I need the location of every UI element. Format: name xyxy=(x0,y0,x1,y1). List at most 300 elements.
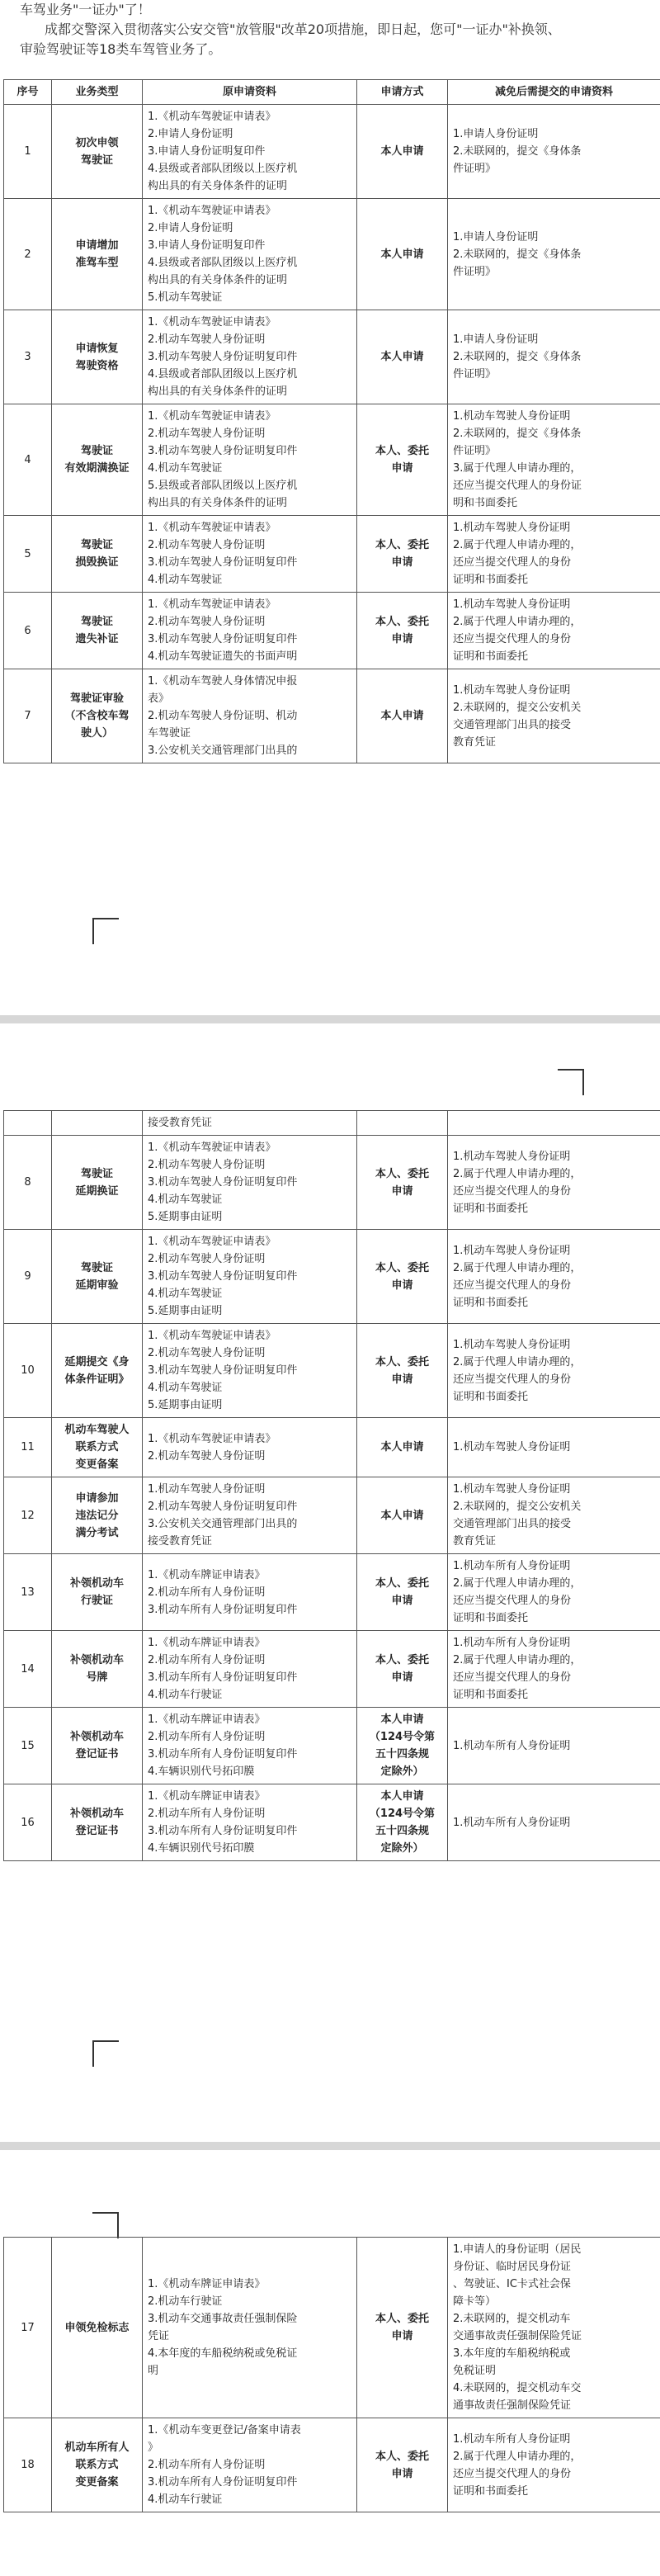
cell-line: 4.未联网的，提交机动车交 xyxy=(453,2382,582,2394)
cell-line: 2.未联网的，提交机动车 xyxy=(453,2313,571,2325)
table-row xyxy=(4,199,660,310)
cell-line: 证明和书面委托 xyxy=(453,1612,529,1624)
page-corner-mark xyxy=(558,1069,584,1095)
cell-line: 5.延期事由证明 xyxy=(148,1399,223,1411)
cell-no xyxy=(4,1111,52,1136)
cell-line: 1.《机动车驾驶证申请表》 xyxy=(148,111,276,123)
cell-line: 表》 xyxy=(148,692,170,705)
cell-line: 申请 xyxy=(391,2330,413,2342)
cell-line: 交通管理部门出具的接受 xyxy=(453,718,572,731)
cell-line: 2.未联网的，提交公安机关 xyxy=(453,1501,582,1513)
cell-method xyxy=(357,2418,448,2512)
cell-line: 1.机动车驾驶人身份证明 xyxy=(453,1150,571,1163)
cell-line: 教育凭证 xyxy=(453,1535,497,1548)
cell-line: 证明和书面委托 xyxy=(453,1689,529,1701)
cell-original xyxy=(143,2238,357,2418)
cell-line: 接受教育凭证 xyxy=(148,1117,213,1129)
cell-original xyxy=(143,199,357,310)
table-header-row xyxy=(4,80,660,105)
cell-line: 1.机动车驾驶人身份证明 xyxy=(453,1441,571,1453)
cell-line: 申请 xyxy=(391,556,413,569)
cell-line: 2.机动车驾驶人身份证明 xyxy=(148,1449,266,1463)
cell-no: 9 xyxy=(4,1230,52,1324)
cell-line: 2.未联网的，提交《身体条 xyxy=(453,351,582,363)
cell-type xyxy=(52,1418,143,1477)
cell-type xyxy=(52,2238,143,2418)
cell-original xyxy=(143,1324,357,1418)
cell-type xyxy=(52,1111,143,1136)
cell-line: 本人申请 xyxy=(380,145,424,158)
cell-line: 申请 xyxy=(391,1184,413,1198)
cell-reduced xyxy=(448,199,660,310)
cell-no: 11 xyxy=(4,1418,52,1477)
cell-line: 登记证书 xyxy=(75,1748,119,1761)
cell-line: 满分考试 xyxy=(75,1526,119,1539)
table-row xyxy=(4,669,660,763)
cell-line: 本人、委托 xyxy=(375,2450,429,2463)
cell-type xyxy=(52,105,143,199)
cell-line: 机动车驾驶人 xyxy=(64,1424,130,1436)
business-table-page-1 xyxy=(3,79,660,763)
cell-method xyxy=(357,1111,448,1136)
cell-line: 申请 xyxy=(391,1279,413,1292)
cell-reduced xyxy=(448,1631,660,1708)
cell-original xyxy=(143,105,357,199)
cell-line: 2.申请人身份证明 xyxy=(148,128,233,140)
cell-line: 申请参加 xyxy=(75,1491,119,1505)
cell-method xyxy=(357,669,448,763)
cell-line: 1.机动车驾驶人身份证明 xyxy=(148,1483,266,1496)
header-type: 业务类型 xyxy=(52,80,143,105)
cell-line: 4.机动车驾驶证 xyxy=(148,1382,223,1394)
cell-reduced xyxy=(448,2238,660,2418)
cell-line: 明和书面委托 xyxy=(453,497,518,509)
cell-method xyxy=(357,1784,448,1861)
cell-line: 5.延期事由证明 xyxy=(148,1211,223,1223)
cell-line: 本人、委托 xyxy=(375,1577,429,1590)
cell-type xyxy=(52,310,143,404)
cell-line: 2.机动车驾驶人身份证明 xyxy=(148,1253,266,1265)
cell-line: 申请增加 xyxy=(75,239,119,252)
cell-type xyxy=(52,1477,143,1554)
cell-line: 1.机动车驾驶人身份证明 xyxy=(453,1483,571,1496)
cell-line: 本人申请 xyxy=(380,1790,424,1803)
cell-line: 1.《机动车牌证申请表》 xyxy=(148,2278,266,2290)
cell-reduced xyxy=(448,1554,660,1631)
cell-line: 2.机动车所有人身份证明 xyxy=(148,1808,266,1820)
cell-original xyxy=(143,404,357,516)
page-separator xyxy=(0,2142,660,2150)
cell-line: 1.《机动车牌证申请表》 xyxy=(148,1790,266,1803)
page-corner-mark xyxy=(92,918,119,944)
cell-line: 4.机动车驾驶证 xyxy=(148,1288,223,1300)
cell-line: 2.机动车驾驶人身份证明 xyxy=(148,1347,266,1359)
cell-no: 1 xyxy=(4,105,52,199)
cell-line: 申请 xyxy=(391,2467,413,2480)
cell-line: 2.机动车所有人身份证明 xyxy=(148,1586,266,1599)
cell-line: 变更备案 xyxy=(75,1458,119,1471)
cell-line: 遗失补证 xyxy=(75,633,119,645)
business-table-page-2 xyxy=(3,1110,660,1861)
cell-line: 驾驶资格 xyxy=(75,359,119,372)
cell-line: 通事故责任强制保险凭证 xyxy=(453,2399,572,2412)
cell-line: 交通事故责任强制保险凭证 xyxy=(453,2330,582,2342)
cell-line: 凭证 xyxy=(148,2330,170,2342)
cell-no: 6 xyxy=(4,593,52,669)
cell-original xyxy=(143,1111,357,1136)
table-row xyxy=(4,516,660,593)
cell-line: 申请恢复 xyxy=(75,342,119,355)
cell-type xyxy=(52,199,143,310)
cell-line: 3.机动车所有人身份证明复印件 xyxy=(148,2476,298,2489)
cell-no: 3 xyxy=(4,310,52,404)
intro-text xyxy=(0,0,660,66)
cell-reduced xyxy=(448,404,660,516)
cell-reduced xyxy=(448,593,660,669)
table-row xyxy=(4,1708,660,1784)
cell-line: 1.机动车所有人身份证明 xyxy=(453,1560,571,1572)
cell-line: 身份证、临时居民身份证 xyxy=(453,2261,572,2273)
cell-line: 证明和书面委托 xyxy=(453,574,529,586)
cell-reduced xyxy=(448,1324,660,1418)
cell-line: 还应当提交代理人的身份 xyxy=(453,556,572,569)
cell-type xyxy=(52,1784,143,1861)
cell-method xyxy=(357,404,448,516)
cell-line: 本人、委托 xyxy=(375,2313,429,2325)
cell-line: 3.机动车驾驶人身份证明复印件 xyxy=(148,1364,298,1377)
table-row xyxy=(4,1418,660,1477)
cell-type xyxy=(52,1230,143,1324)
cell-line: 2.机动车驾驶人身份证明、机动 xyxy=(148,710,298,722)
cell-line: 本人、委托 xyxy=(375,616,429,628)
cell-line: 登记证书 xyxy=(75,1825,119,1837)
table-row xyxy=(4,1136,660,1230)
cell-line: 件证明》 xyxy=(453,163,497,175)
cell-line: 3.机动车驾驶人身份证明复印件 xyxy=(148,351,298,363)
cell-method xyxy=(357,516,448,593)
header-original: 原申请资料 xyxy=(143,80,357,105)
cell-line: （124号令第 xyxy=(369,1731,436,1743)
cell-line: 2.属于代理人申请办理的， xyxy=(453,1261,582,1274)
cell-line: 2.未联网的，提交《身体条 xyxy=(453,145,582,158)
cell-reduced xyxy=(448,105,660,199)
cell-line: 还应当提交代理人的身份 xyxy=(453,2467,572,2480)
cell-original xyxy=(143,1136,357,1230)
cell-line: 4.机动车行驶证 xyxy=(148,2493,223,2506)
cell-line: 3.机动车驾驶人身份证明复印件 xyxy=(148,1176,298,1189)
cell-method xyxy=(357,1477,448,1554)
cell-line: 4.车辆识别代号拓印膜 xyxy=(148,1842,255,1855)
cell-line: 、驾驶证、IC卡式社会保 xyxy=(453,2278,571,2290)
cell-line: 2.机动车驾驶人身份证明 xyxy=(148,428,266,440)
cell-type xyxy=(52,1708,143,1784)
intro-line-1: 车驾业务"一证办"了！ xyxy=(20,2,151,17)
cell-line: 1.机动车驾驶人身份证明 xyxy=(453,598,571,611)
cell-line: 2.机动车驾驶人身份证明 xyxy=(148,616,266,628)
cell-line: 准驾车型 xyxy=(75,257,119,269)
cell-method xyxy=(357,1418,448,1477)
cell-no: 15 xyxy=(4,1708,52,1784)
cell-line: 2.未联网的，提交公安机关 xyxy=(453,701,582,714)
cell-line: 还应当提交代理人的身份 xyxy=(453,1184,572,1198)
cell-line: 本人、委托 xyxy=(375,539,429,551)
cell-line: 2.机动车驾驶人身份证明 xyxy=(148,539,266,551)
cell-line: 违法记分 xyxy=(75,1509,119,1522)
cell-line: 补领机动车 xyxy=(69,1654,124,1666)
cell-line: 4.机动车驾驶证遗失的书面声明 xyxy=(148,650,298,663)
table-row xyxy=(4,1554,660,1631)
cell-line: 5.县级或者部队团级以上医疗机 xyxy=(148,480,298,492)
cell-line: 申请 xyxy=(391,633,413,645)
cell-line: 5.延期事由证明 xyxy=(148,1305,223,1317)
cell-method xyxy=(357,1631,448,1708)
cell-line: 2.未联网的，提交《身体条 xyxy=(453,248,582,261)
cell-line: 3.机动车驾驶人身份证明复印件 xyxy=(148,556,298,569)
cell-reduced xyxy=(448,2418,660,2512)
cell-line: 构出具的有关身体条件的证明 xyxy=(148,385,288,398)
cell-type xyxy=(52,1324,143,1418)
cell-line: 驾驶证 xyxy=(80,445,113,457)
cell-original xyxy=(143,1418,357,1477)
cell-line: 机动车所有人 xyxy=(64,2441,130,2454)
cell-line: 1.《机动车驾驶证申请表》 xyxy=(148,1236,276,1248)
cell-method xyxy=(357,199,448,310)
page-corner-mark xyxy=(92,2212,119,2238)
cell-original xyxy=(143,310,357,404)
cell-type xyxy=(52,1136,143,1230)
cell-line: 2.属于代理人申请办理的， xyxy=(453,2450,582,2463)
cell-line: 4.机动车行驶证 xyxy=(148,1689,223,1701)
cell-line: 证明和书面委托 xyxy=(453,1296,529,1309)
cell-line: 本人、委托 xyxy=(375,445,429,457)
cell-reduced xyxy=(448,1418,660,1477)
cell-line: 1.申请人身份证明 xyxy=(453,230,539,243)
cell-line: （124号令第 xyxy=(369,1808,436,1820)
cell-line: 1.机动车所有人身份证明 xyxy=(453,1637,571,1649)
cell-original xyxy=(143,1554,357,1631)
cell-line: 联系方式 xyxy=(75,1441,119,1453)
cell-type xyxy=(52,404,143,516)
header-reduced: 减免后需提交的申请资料 xyxy=(448,80,660,105)
cell-type xyxy=(52,516,143,593)
cell-original xyxy=(143,1784,357,1861)
cell-no: 14 xyxy=(4,1631,52,1708)
cell-line: 体条件证明》 xyxy=(64,1373,130,1386)
cell-line: 五十四条规 xyxy=(375,1825,429,1837)
cell-line: 1.机动车所有人身份证明 xyxy=(453,1816,571,1829)
header-method: 申请方式 xyxy=(357,80,448,105)
cell-line: 2.机动车所有人身份证明 xyxy=(148,2459,266,2471)
cell-line: 还应当提交代理人的身份 xyxy=(453,633,572,645)
cell-line: 》 xyxy=(148,2441,159,2454)
cell-no: 7 xyxy=(4,669,52,763)
cell-original xyxy=(143,516,357,593)
cell-line: 还应当提交代理人的身份 xyxy=(453,1373,572,1386)
cell-original xyxy=(143,669,357,763)
cell-line: 行驶证 xyxy=(80,1595,113,1607)
cell-line: 免税证明 xyxy=(453,2365,497,2377)
cell-line: 3.机动车驾驶人身份证明复印件 xyxy=(148,1270,298,1283)
cell-line: 件证明》 xyxy=(453,445,497,457)
cell-reduced xyxy=(448,310,660,404)
cell-line: 2.机动车行驶证 xyxy=(148,2295,223,2308)
cell-line: 2.申请人身份证明 xyxy=(148,222,233,234)
cell-original xyxy=(143,1708,357,1784)
cell-line: 1.申请人身份证明 xyxy=(453,128,539,140)
cell-line: 1.《机动车牌证申请表》 xyxy=(148,1637,266,1649)
cell-line: 5.机动车驾驶证 xyxy=(148,291,223,304)
intro-line-3: 审验驾驶证等18类车驾管业务了。 xyxy=(20,41,222,57)
cell-line: 联系方式 xyxy=(75,2459,119,2471)
cell-line: 本人申请 xyxy=(380,248,424,261)
cell-line: 构出具的有关身体条件的证明 xyxy=(148,497,288,509)
cell-line: 3.机动车所有人身份证明复印件 xyxy=(148,1825,298,1837)
cell-line: 1.机动车驾驶人身份证明 xyxy=(453,1338,571,1351)
cell-line: 1.《机动车牌证申请表》 xyxy=(148,1568,266,1581)
cell-line: 2.机动车所有人身份证明 xyxy=(148,1654,266,1666)
cell-line: 变更备案 xyxy=(75,2476,119,2489)
cell-original xyxy=(143,593,357,669)
cell-line: 3.机动车交通事故责任强制保险 xyxy=(148,2313,298,2325)
cell-line: 1.申请人的身份证明（居民 xyxy=(453,2243,582,2256)
cell-line: 1.机动车驾驶人身份证明 xyxy=(453,1244,571,1257)
cell-line: 1.《机动车驾驶证申请表》 xyxy=(148,410,276,423)
table-row xyxy=(4,1230,660,1324)
cell-original xyxy=(143,2418,357,2512)
cell-line: 2.未联网的，提交《身体条 xyxy=(453,428,582,440)
cell-line: 3.本年度的车船税纳税或 xyxy=(453,2347,571,2360)
cell-line: 1.《机动车变更登记/备案申请表 xyxy=(148,2424,301,2437)
cell-line: 3.机动车所有人身份证明复印件 xyxy=(148,1748,298,1761)
cell-no: 8 xyxy=(4,1136,52,1230)
cell-line: 1.《机动车驾驶证申请表》 xyxy=(148,1432,276,1445)
cell-line: 驾驶证 xyxy=(80,539,113,551)
cell-line: 1.机动车驾驶人身份证明 xyxy=(453,683,571,697)
cell-line: 补领机动车 xyxy=(69,1577,124,1590)
cell-line: 3.公安机关交通管理部门出具的 xyxy=(148,1518,298,1530)
cell-reduced xyxy=(448,1136,660,1230)
cell-original xyxy=(143,1631,357,1708)
cell-line: 延期换证 xyxy=(75,1184,119,1198)
cell-line: 1.机动车所有人身份证明 xyxy=(453,2432,571,2446)
cell-line: 2.机动车驾驶人身份证明 xyxy=(148,333,266,346)
cell-line: 3.机动车所有人身份证明复印件 xyxy=(148,1671,298,1684)
cell-line: 证明和书面委托 xyxy=(453,1390,529,1403)
cell-no: 10 xyxy=(4,1324,52,1418)
cell-line: 驾驶证 xyxy=(80,154,113,167)
cell-line: 2.属于代理人申请办理的， xyxy=(453,1654,582,1666)
cell-no: 12 xyxy=(4,1477,52,1554)
cell-line: 还应当提交代理人的身份证 xyxy=(453,480,582,492)
cell-line: 证明和书面委托 xyxy=(453,1202,529,1215)
cell-no: 18 xyxy=(4,2418,52,2512)
cell-no: 4 xyxy=(4,404,52,516)
cell-line: 定除外） xyxy=(380,1842,424,1855)
cell-line: 证明和书面委托 xyxy=(453,2484,529,2498)
table-row xyxy=(4,1111,660,1136)
cell-reduced xyxy=(448,669,660,763)
business-table-page-3 xyxy=(3,2237,660,2512)
cell-type xyxy=(52,1631,143,1708)
cell-reduced xyxy=(448,1230,660,1324)
cell-line: 1.机动车驾驶人身份证明 xyxy=(453,410,571,423)
table-row xyxy=(4,593,660,669)
table-row xyxy=(4,2418,660,2512)
cell-line: 3.属于代理人申请办理的， xyxy=(453,462,582,475)
cell-line: 本人、委托 xyxy=(375,1355,429,1368)
cell-line: 本人、委托 xyxy=(375,1654,429,1666)
cell-line: 延期提交《身 xyxy=(64,1355,130,1368)
cell-line: 号牌 xyxy=(86,1671,108,1684)
cell-line: 驾驶证审验 xyxy=(69,692,124,705)
cell-line: 本人、委托 xyxy=(375,1167,429,1180)
cell-line: 定除外） xyxy=(380,1765,424,1778)
cell-line: 3.申请人身份证明复印件 xyxy=(148,239,266,252)
cell-line: 驾驶证 xyxy=(80,1167,113,1180)
cell-line: 损毁换证 xyxy=(75,556,119,569)
cell-line: 初次申领 xyxy=(75,136,119,149)
cell-line: 2.属于代理人申请办理的， xyxy=(453,1355,582,1368)
cell-method xyxy=(357,1554,448,1631)
cell-no: 2 xyxy=(4,199,52,310)
table-row xyxy=(4,1784,660,1861)
cell-line: 3.机动车驾驶人身份证明复印件 xyxy=(148,445,298,457)
cell-line: 申请 xyxy=(391,1671,413,1684)
cell-line: 2.属于代理人申请办理的， xyxy=(453,1577,582,1590)
table-row xyxy=(4,310,660,404)
table-row xyxy=(4,2238,660,2418)
table-row xyxy=(4,1631,660,1708)
cell-method xyxy=(357,1136,448,1230)
cell-line: 交通管理部门出具的接受 xyxy=(453,1518,572,1530)
cell-no: 5 xyxy=(4,516,52,593)
cell-method xyxy=(357,1324,448,1418)
cell-line: 还应当提交代理人的身份 xyxy=(453,1671,572,1684)
cell-line: 4.县级或者部队团级以上医疗机 xyxy=(148,163,298,175)
cell-method xyxy=(357,593,448,669)
cell-line: 教育凭证 xyxy=(453,735,497,749)
cell-reduced xyxy=(448,1111,660,1136)
cell-no: 17 xyxy=(4,2238,52,2418)
cell-reduced xyxy=(448,1784,660,1861)
cell-line: 有效期满换证 xyxy=(64,462,130,475)
cell-line: 障卡等） xyxy=(453,2295,497,2308)
cell-line: （不含校车驾 xyxy=(64,710,130,722)
cell-line: 本人申请 xyxy=(380,1441,424,1453)
table-row xyxy=(4,105,660,199)
cell-line: 1.机动车所有人身份证明 xyxy=(453,1739,571,1752)
page-separator xyxy=(0,1015,660,1023)
cell-line: 接受教育凭证 xyxy=(148,1535,213,1548)
cell-line: 2.机动车驾驶人身份证明复印件 xyxy=(148,1501,298,1513)
table-row xyxy=(4,404,660,516)
cell-line: 本人、委托 xyxy=(375,1261,429,1274)
cell-method xyxy=(357,310,448,404)
cell-reduced xyxy=(448,1477,660,1554)
cell-line: 1.《机动车驾驶证申请表》 xyxy=(148,205,276,217)
cell-original xyxy=(143,1230,357,1324)
cell-line: 1.《机动车驾驶证申请表》 xyxy=(148,1330,276,1342)
cell-line: 1.《机动车驾驶证申请表》 xyxy=(148,522,276,534)
cell-line: 五十四条规 xyxy=(375,1748,429,1761)
cell-line: 本人申请 xyxy=(380,710,424,722)
cell-method xyxy=(357,1230,448,1324)
cell-line: 还应当提交代理人的身份 xyxy=(453,1279,572,1292)
cell-line: 还应当提交代理人的身份 xyxy=(453,1595,572,1607)
cell-line: 1.《机动车驾驶证申请表》 xyxy=(148,1141,276,1154)
cell-no: 16 xyxy=(4,1784,52,1861)
cell-line: 3.公安机关交通管理部门出具的 xyxy=(148,744,298,757)
